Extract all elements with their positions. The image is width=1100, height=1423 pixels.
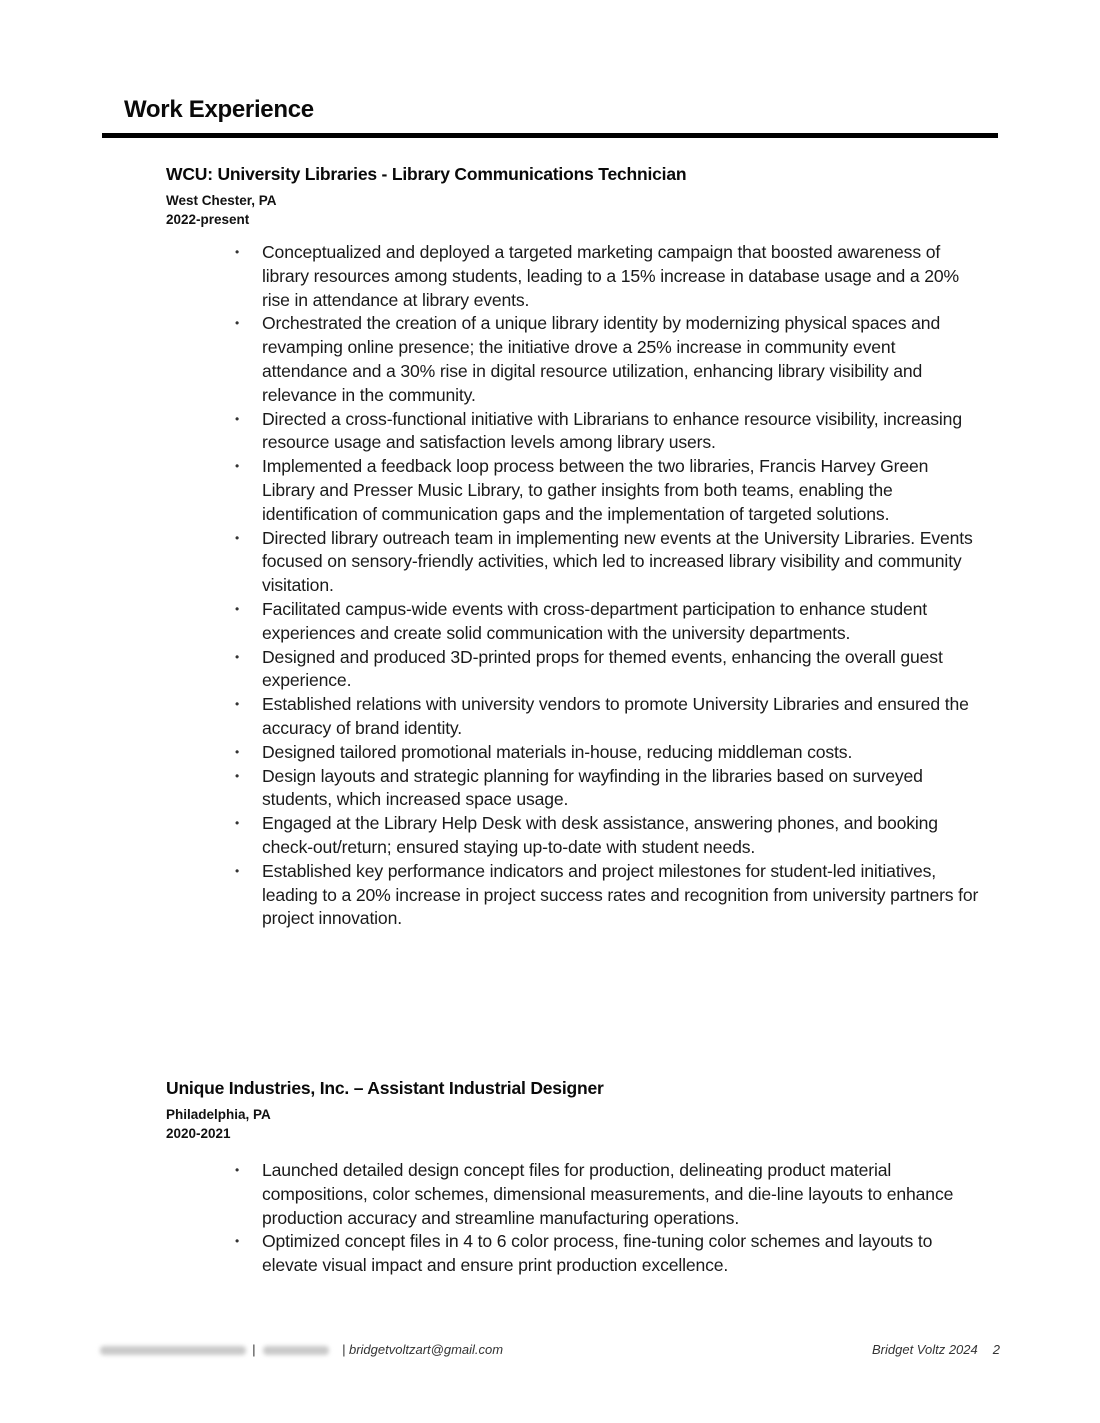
bullet-item: • Designed tailored promotional materials in-house, reducing middleman costs. bbox=[232, 741, 982, 765]
bullet-icon: • bbox=[234, 1234, 240, 1249]
job-bullets bbox=[232, 1159, 982, 1278]
bullet-item: • Conceptualized and deployed a targeted marketing campaign that boosted awareness of library resources among students, leading to a 15% increase in database usage and a 20% rise in attendance at library events. bbox=[232, 241, 982, 312]
footer-email: | bridgetvoltzart@gmail.com bbox=[342, 1342, 504, 1357]
bullet-icon: • bbox=[234, 245, 240, 259]
job-location: West Chester, PA bbox=[166, 193, 277, 208]
bullet-item: • Optimized concept files in 4 to 6 color process, fine-tuning color schemes and layouts to elevate visual impact and ensure print production excellence. bbox=[232, 1230, 982, 1278]
bullet-icon: • bbox=[234, 816, 240, 831]
page-footer bbox=[100, 1341, 1000, 1361]
bullet-icon: • bbox=[234, 411, 240, 426]
bullet-item: • Engaged at the Library Help Desk with desk assistance, answering phones, and booking check-out/return; ensured staying up-to-date with student needs. bbox=[232, 812, 982, 860]
job-bullets bbox=[232, 241, 982, 931]
section-divider bbox=[102, 133, 998, 138]
bullet-icon: • bbox=[234, 697, 240, 712]
job-meta bbox=[166, 191, 1006, 229]
bullet-item: • Established key performance indicators and project milestones for student-led initiatives, leading to a 20% increase in project success rates and recognition from university partners for project innovation. bbox=[232, 860, 982, 931]
redacted-contact-field bbox=[100, 1346, 246, 1355]
job-entry bbox=[166, 1077, 1006, 1278]
bullet-item: • Designed and produced 3D-printed props for themed events, enhancing the overall guest experience. bbox=[232, 646, 982, 694]
job-meta bbox=[166, 1105, 1006, 1143]
bullet-icon: • bbox=[234, 459, 240, 474]
page-number: 2 bbox=[992, 1342, 1000, 1357]
bullet-item: • Facilitated campus-wide events with cross-department participation to enhance student experiences and create solid communication with the university departments. bbox=[232, 598, 982, 646]
footer-author-year: Bridget Voltz 2024 bbox=[872, 1342, 978, 1357]
bullet-icon: • bbox=[234, 768, 240, 783]
bullet-icon: • bbox=[234, 744, 240, 759]
bullet-item: • Design layouts and strategic planning for wayfinding in the libraries based on surveyed students, which increased space usage. bbox=[232, 765, 982, 813]
job-dates: 2020-2021 bbox=[166, 1126, 231, 1141]
redacted-contact-field bbox=[263, 1346, 329, 1355]
job-location: Philadelphia, PA bbox=[166, 1107, 271, 1122]
bullet-icon: • bbox=[234, 863, 240, 878]
bullet-icon: • bbox=[234, 601, 240, 616]
job-title: Unique Industries, Inc. – Assistant Industrial Designer bbox=[166, 1078, 604, 1098]
bullet-icon: • bbox=[234, 1163, 240, 1177]
bullet-item: • Directed a cross-functional initiative with Librarians to enhance resource visibility, increasing resource usage and satisfaction levels among library users. bbox=[232, 408, 982, 456]
job-title: WCU: University Libraries - Library Communications Technician bbox=[166, 164, 687, 184]
footer-right bbox=[872, 1342, 1000, 1357]
bullet-icon: • bbox=[234, 316, 240, 331]
bullet-item: • Orchestrated the creation of a unique library identity by modernizing physical spaces and revamping online presence; the initiative drove a 25% increase in community event attendance and a 30% rise in digital resource utilization, enhancing library visibility and relevance in the community. bbox=[232, 312, 982, 407]
bullet-icon: • bbox=[234, 530, 240, 545]
bullet-item: • Established relations with university vendors to promote University Libraries and ensured the accuracy of brand identity. bbox=[232, 693, 982, 741]
section-title: Work Experience bbox=[124, 96, 314, 123]
job-dates: 2022-present bbox=[166, 212, 250, 227]
job-entry bbox=[166, 163, 1006, 931]
bullet-item: • Implemented a feedback loop process between the two libraries, Francis Harvey Green Library and Presser Music Library, to gather insights from both teams, enabling the identification of communication gaps and the implementation of targeted solutions. bbox=[232, 455, 982, 526]
footer-separator: | bbox=[252, 1342, 256, 1357]
bullet-item: • Directed library outreach team in implementing new events at the University Libraries. Events focused on sensory-friendly activities, which led to increased library visibility and community visitation. bbox=[232, 527, 982, 598]
bullet-item: • Launched detailed design concept files for production, delineating product material compositions, color schemes, dimensional measurements, and die-line layouts to enhance production accuracy and streamline manufacturing operations. bbox=[232, 1159, 982, 1230]
bullet-icon: • bbox=[234, 649, 240, 664]
